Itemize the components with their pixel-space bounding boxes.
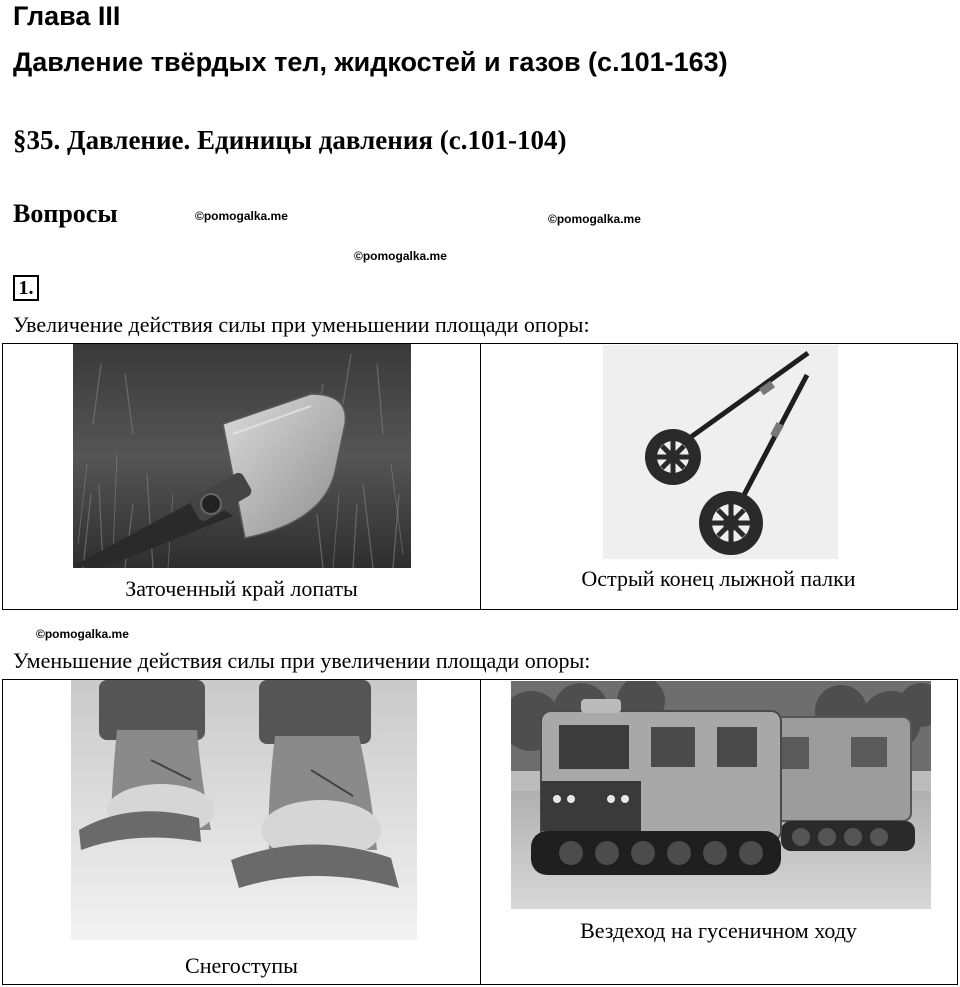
- watermark: ©pomogalka.me: [548, 212, 641, 226]
- ski-poles-photo: [603, 345, 838, 559]
- watermark: ©pomogalka.me: [354, 249, 447, 263]
- caption-tracked-vehicle: Вездеход на гусеничном ходу: [580, 918, 857, 943]
- examples-table-increase: [2, 343, 958, 610]
- tracked-vehicle-photo: [511, 681, 931, 909]
- shovel-photo: [73, 344, 411, 568]
- caption-shovel: Заточенный край лопаты: [125, 576, 358, 601]
- examples-table-decrease: [2, 679, 958, 985]
- section-title: Давление твёрдых тел, жидкостей и газов (с.101-163): [13, 47, 728, 77]
- caption-snowshoes: Снегоступы: [185, 953, 298, 978]
- chapter-heading: Глава III: [13, 1, 121, 31]
- increase-intro-text: Увеличение действия силы при уменьшении площади опоры:: [13, 312, 590, 337]
- watermark: ©pomogalka.me: [195, 209, 288, 223]
- paragraph-title: §35. Давление. Единицы давления (с.101-104): [13, 125, 567, 155]
- caption-ski-poles: Острый конец лыжной палки: [581, 566, 856, 591]
- question-number-box: 1.: [13, 275, 39, 301]
- decrease-intro-text: Уменьшение действия силы при увеличении площади опоры:: [13, 648, 591, 673]
- questions-heading: Вопросы: [13, 199, 118, 228]
- watermark: ©pomogalka.me: [36, 627, 129, 641]
- snowshoes-photo: [71, 680, 417, 940]
